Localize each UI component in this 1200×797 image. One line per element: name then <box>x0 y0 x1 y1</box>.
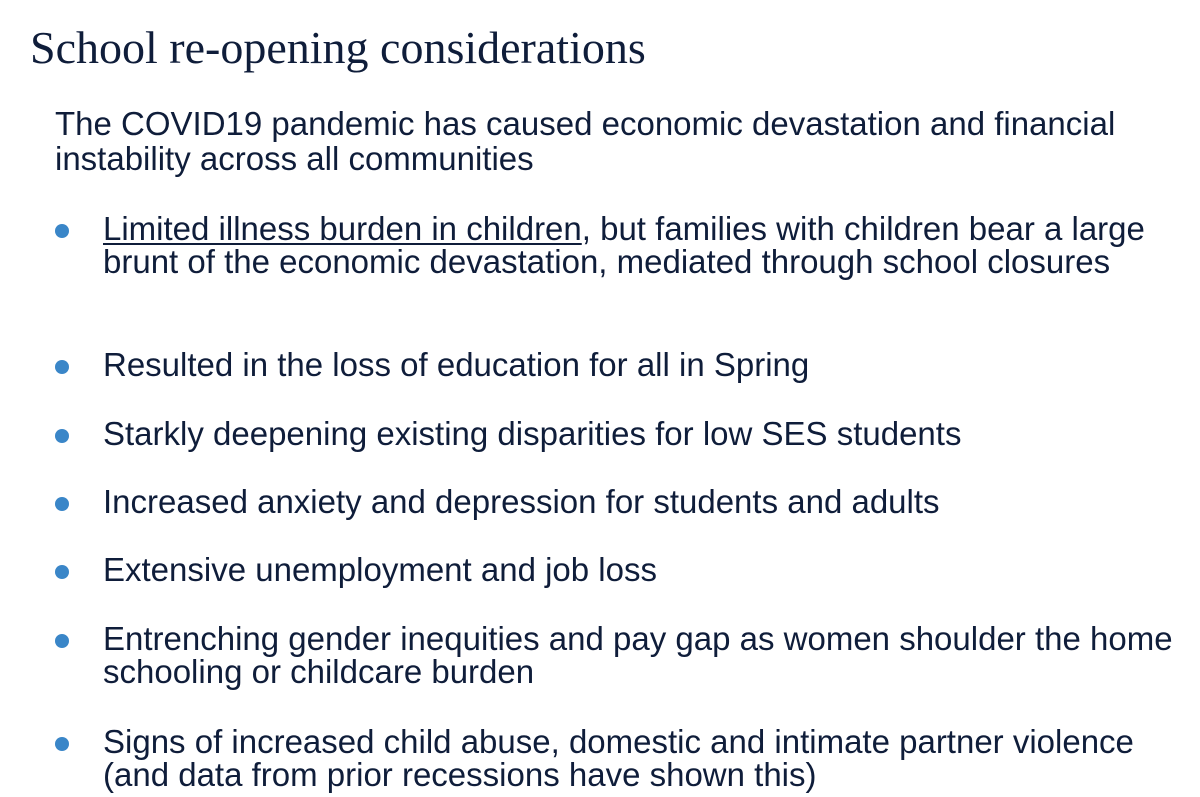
bullet-text: Extensive unemployment and job loss <box>103 551 657 588</box>
bullet-text: Starkly deepening existing disparities for low SES students <box>103 415 962 452</box>
bullet-text: Signs of increased child abuse, domestic and intimate partner violence (and data from prior recessions have shown this) <box>103 723 1134 793</box>
bullet-text-rest: , but families with children bear a large brunt of the economic devastation, mediated through school closures <box>103 210 1145 280</box>
bullet-dot-icon <box>55 737 69 751</box>
bullet-text <box>103 212 1173 278</box>
underlined-phrase: Limited illness burden in children <box>103 210 582 247</box>
bullet-dot-icon <box>55 360 69 374</box>
intro-paragraph: The COVID19 pandemic has caused economic devastation and financial instability across all communities <box>55 105 1116 177</box>
bullet-dot-icon <box>55 634 69 648</box>
bullet-dot-icon <box>55 224 69 238</box>
bullet-dot-icon <box>55 497 69 511</box>
bullet-text: Entrenching gender inequities and pay gap as women shoulder the home schooling or childcare burden <box>103 620 1173 690</box>
bullet-dot-icon <box>55 429 69 443</box>
slide-title: School re-opening considerations <box>30 22 646 73</box>
bullet-dot-icon <box>55 565 69 579</box>
bullet-text: Increased anxiety and depression for students and adults <box>103 483 940 520</box>
bullet-text: Resulted in the loss of education for all in Spring <box>103 346 810 383</box>
